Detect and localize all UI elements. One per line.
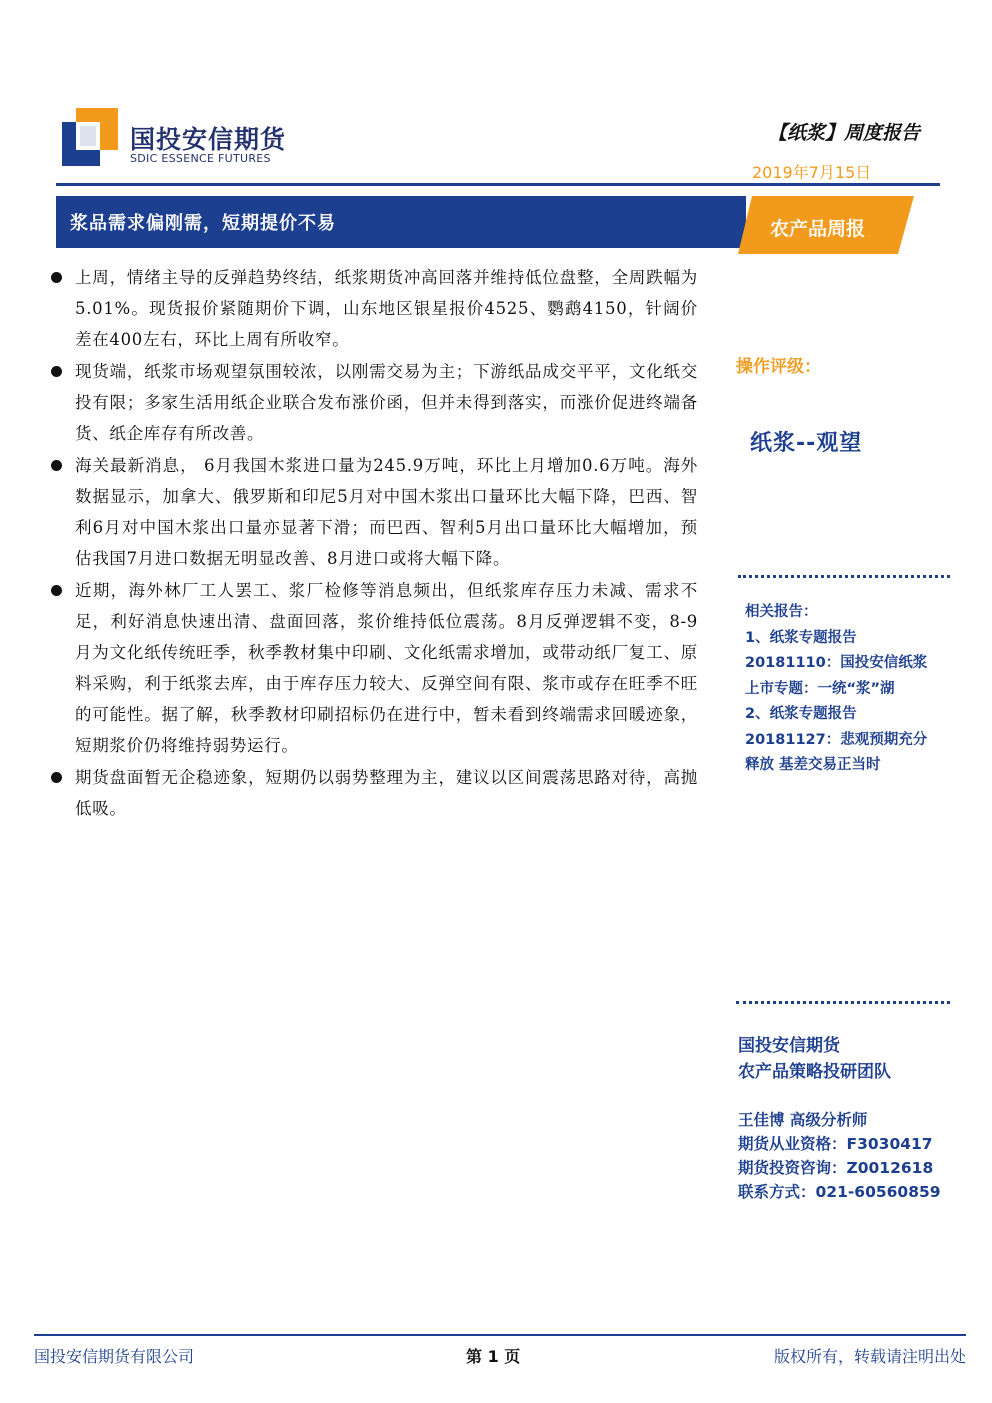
analyst-name: 王佳博 高级分析师 <box>738 1111 868 1129</box>
analyst-contact: 联系方式：021-60560859 <box>738 1183 941 1201</box>
related-report-line[interactable]: 释放 基差交易正当时 <box>745 757 881 773</box>
category-tag: 农产品周报 <box>770 218 866 240</box>
footer-copyright: 版权所有，转载请注明出处 <box>773 1347 966 1366</box>
rating-label: 操作评级： <box>736 357 821 377</box>
bullet-text: 上周，情绪主导的反弹趋势终结，纸浆期货冲高回落并维持低位盘整，全周跌幅为5.01%。现货报价紧随期价下调，山东地区银星报价4525、鹦鹉4150，针阔价差在400左右，环比上周有所收窄。 <box>75 268 698 349</box>
company-logo-text: 国投安信期货 <box>130 125 287 154</box>
related-report-line[interactable]: 1、纸浆专题报告 <box>745 629 857 646</box>
analyst-consulting-license: 期货投资咨询：Z0012618 <box>738 1159 934 1177</box>
related-reports-heading: 相关报告： <box>745 604 818 620</box>
rating-value: 纸浆--观望 <box>750 431 863 456</box>
related-reports <box>745 600 950 779</box>
company-logo-english: SDIC ESSENCE FUTURES <box>130 152 271 165</box>
report-headline: 浆品需求偏刚需，短期提价不易 <box>70 213 336 234</box>
related-report-line[interactable]: 上市专题：一统“浆”湖 <box>745 680 895 697</box>
report-type: 【纸浆】周度报告 <box>767 122 920 144</box>
team-company: 国投安信期货 <box>738 1036 840 1056</box>
sidebar-divider <box>736 1001 950 1004</box>
bullet-dot-icon <box>51 366 62 377</box>
related-report-line[interactable]: 20181127：悲观预期充分 <box>745 731 928 748</box>
header-divider <box>56 183 940 186</box>
bullet-item <box>48 356 698 449</box>
team-name: 农产品策略投研团队 <box>738 1062 891 1082</box>
research-team <box>738 1033 891 1085</box>
bullet-item <box>48 762 698 824</box>
bullet-text: 海关最新消息， 6月我国木浆进口量为245.9万吨，环比上月增加0.6万吨。海外数据显示，加拿大、俄罗斯和印尼5月对中国木浆出口量环比大幅下降，巴西、智利6月对中国木浆出口量亦显著下滑；而巴西、智利5月出口量环比大幅增加，预估我国7月进口数据无明显改善、8月进口或将大幅下降。 <box>75 456 698 568</box>
company-logo-mark <box>62 108 118 166</box>
page-number: 第 1 页 <box>466 1347 521 1366</box>
footer-divider <box>34 1334 966 1336</box>
bullet-item <box>48 262 698 355</box>
sidebar-divider <box>738 575 950 578</box>
bullet-dot-icon <box>51 585 62 596</box>
bullet-text: 现货端，纸浆市场观望氛围较浓，以刚需交易为主；下游纸品成交平平，文化纸交投有限；多家生活用纸企业联合发布涨价函，但并未得到落实，而涨价促进终端备货、纸企库存有所改善。 <box>75 362 698 443</box>
bullet-text: 近期，海外林厂工人罢工、浆厂检修等消息频出，但纸浆库存压力未减、需求不足，利好消息快速出清、盘面回落，浆价维持低位震荡。8月反弹逻辑不变，8-9月为文化纸传统旺季，秋季教材集中印刷、文化纸需求增加，或带动纸厂复工、原料采购，利于纸浆去库，由于库存压力较大、反弹空间有限、浆市或存在旺季不旺的可能性。据了解，秋季教材印刷招标仍在进行中，暂未看到终端需求回暖迹象，短期浆价仍将维持弱势运行。 <box>75 581 698 755</box>
footer-company: 国投安信期货有限公司 <box>34 1347 195 1366</box>
bullet-item <box>48 575 698 761</box>
report-date: 2019年7月15日 <box>752 163 872 182</box>
analyst-info <box>738 1108 941 1204</box>
related-report-line[interactable]: 20181110：国投安信纸浆 <box>745 655 928 671</box>
bullet-dot-icon <box>51 772 62 783</box>
related-report-line[interactable]: 2、纸浆专题报告 <box>745 706 857 722</box>
summary-bullets <box>48 262 698 825</box>
bullet-dot-icon <box>51 460 62 471</box>
bullet-text: 期货盘面暂无企稳迹象，短期仍以弱势整理为主，建议以区间震荡思路对待，高抛低吸。 <box>75 768 698 818</box>
bullet-dot-icon <box>51 272 62 283</box>
analyst-license: 期货从业资格：F3030417 <box>738 1135 933 1153</box>
bullet-item <box>48 450 698 574</box>
